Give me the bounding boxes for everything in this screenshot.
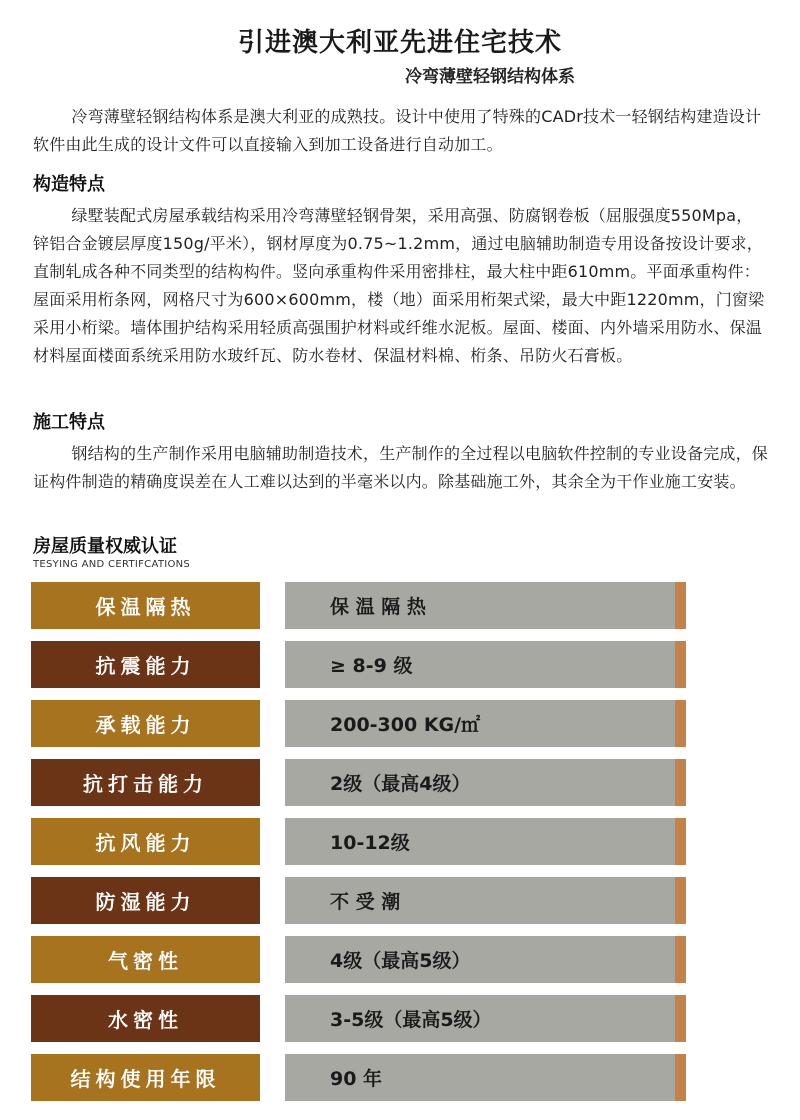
cert-value: 200-300 KG/㎡ — [285, 700, 675, 747]
cert-value: ≥ 8-9 级 — [285, 641, 675, 688]
cert-value: 不 受 潮 — [285, 877, 675, 924]
cert-row — [31, 641, 691, 688]
cert-value: 3-5级（最高5级） — [285, 995, 675, 1042]
cert-row — [31, 759, 691, 806]
cert-accent-bar — [675, 818, 686, 865]
cert-label: 防湿能力 — [31, 877, 260, 924]
cert-label: 气密性 — [31, 936, 260, 983]
cert-value: 2级（最高4级） — [285, 759, 675, 806]
cert-row — [31, 700, 691, 747]
section-heading-construction: 构造特点 — [33, 174, 105, 195]
cert-row — [31, 936, 691, 983]
cert-accent-bar — [675, 641, 686, 688]
cert-accent-bar — [675, 877, 686, 924]
cert-accent-bar — [675, 700, 686, 747]
page-subtitle: 冷弯薄壁轻钢结构体系 — [405, 67, 575, 87]
cert-label: 抗打击能力 — [31, 759, 260, 806]
cert-label: 抗风能力 — [31, 818, 260, 865]
cert-accent-bar — [675, 995, 686, 1042]
cert-accent-bar — [675, 1054, 686, 1101]
cert-accent-bar — [675, 936, 686, 983]
cert-label: 承载能力 — [31, 700, 260, 747]
cert-accent-bar — [675, 759, 686, 806]
cert-row — [31, 818, 691, 865]
cert-label: 结构使用年限 — [31, 1054, 260, 1101]
page-title: 引进澳大利亚先进住宅技术 — [237, 28, 562, 58]
cert-label: 水密性 — [31, 995, 260, 1042]
cert-value: 90 年 — [285, 1054, 675, 1101]
cert-row — [31, 1054, 691, 1101]
certification-table — [31, 582, 691, 1113]
section-heading-build: 施工特点 — [33, 412, 105, 433]
section-text-construction: 绿墅装配式房屋承载结构采用冷弯薄壁轻钢骨架，采用高强、防腐钢卷板（屈服强度550Mpa，锌铝合金镀层厚度150g/平米），钢材厚度为0.75~1.2mm，通过电脑辅助制造专用设备按设计要求，直制轧成各种不同类型的结构构件。竖向承重构件采用密排柱，最大柱中距610mm。平面承重构件：屋面采用桁条网，网格尺寸为600×600mm，楼（地）面采用桁架式梁，最大中距1220mm，门窗梁采用小桁梁。墙体围护结构采用轻质高强围护材料或纤维水泥板。屋面、楼面、内外墙采用防水、保温材料屋面楼面系统采用防水玻纤瓦、防水卷材、保温材料棉、桁条、吊防火石膏板。 — [33, 206, 765, 365]
cert-value: 保 温 隔 热 — [285, 582, 675, 629]
cert-value: 10-12级 — [285, 818, 675, 865]
cert-value: 4级（最高5级） — [285, 936, 675, 983]
cert-label: 保温隔热 — [31, 582, 260, 629]
section-text-build: 钢结构的生产制作采用电脑辅助制造技术，生产制作的全过程以电脑软件控制的专业设备完成，保证构件制造的精确度误差在人工难以达到的半毫米以内。除基础施工外，其余全为干作业施工安装。 — [33, 444, 768, 491]
cert-accent-bar — [675, 582, 686, 629]
cert-row — [31, 877, 691, 924]
cert-label: 抗震能力 — [31, 641, 260, 688]
certification-title: 房屋质量权威认证 — [33, 536, 177, 557]
intro-paragraph: 冷弯薄壁轻钢结构体系是澳大利亚的成熟技。设计中使用了特殊的CADr技术一轻钢结构建造设计软件由此生成的设计文件可以直接输入到加工设备进行自动加工。 — [33, 107, 762, 154]
cert-row — [31, 995, 691, 1042]
cert-row — [31, 582, 691, 629]
certification-subtitle: TESYING AND CERTIFCATIONS — [33, 559, 191, 570]
